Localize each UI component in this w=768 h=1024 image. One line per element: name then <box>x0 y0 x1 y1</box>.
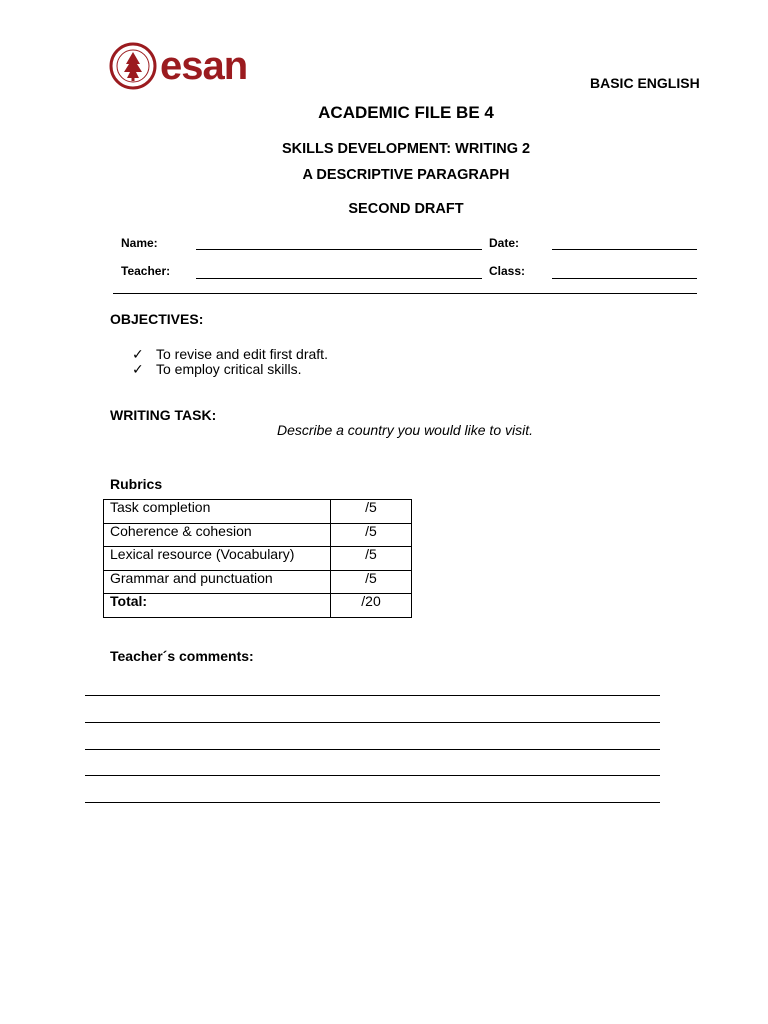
check-icon: ✓ <box>132 361 144 377</box>
class-label: Class: <box>489 264 526 278</box>
comment-line[interactable] <box>85 695 660 696</box>
criterion-cell: Task completion <box>104 500 331 524</box>
date-field[interactable] <box>552 249 697 250</box>
criterion-cell: Grammar and punctuation <box>104 570 331 594</box>
criterion-cell-total: Total: <box>104 594 331 618</box>
name-field[interactable] <box>196 249 482 250</box>
seal-icon <box>108 42 158 90</box>
table-row <box>104 570 412 594</box>
table-row <box>104 547 412 571</box>
rubrics-heading: Rubrics <box>110 476 163 492</box>
writing-task-heading: WRITING TASK: <box>110 407 217 423</box>
course-name: BASIC ENGLISH <box>590 75 700 91</box>
table-row <box>104 594 412 618</box>
check-icon: ✓ <box>132 346 144 362</box>
rubrics-table <box>103 499 412 618</box>
score-cell: /5 <box>331 500 412 524</box>
criterion-cell: Lexical resource (Vocabulary) <box>104 547 331 571</box>
objectives-heading: OBJECTIVES: <box>110 311 204 327</box>
teacher-label: Teacher: <box>121 264 171 278</box>
comment-line[interactable] <box>85 749 660 750</box>
subtitle-draft: SECOND DRAFT <box>348 201 464 217</box>
date-label: Date: <box>489 236 520 250</box>
comments-heading: Teacher´s comments: <box>110 648 254 664</box>
comment-line[interactable] <box>85 802 660 803</box>
logo-wordmark: esan <box>160 44 248 88</box>
esan-logo <box>108 42 268 90</box>
list-item: ✓ To employ critical skills. <box>132 361 302 377</box>
table-row <box>104 523 412 547</box>
comment-line[interactable] <box>85 722 660 723</box>
writing-task-prompt: Describe a country you would like to visit. <box>277 422 533 438</box>
teacher-field[interactable] <box>196 278 482 279</box>
divider <box>113 293 697 294</box>
criterion-cell: Coherence & cohesion <box>104 523 331 547</box>
comment-line[interactable] <box>85 775 660 776</box>
list-item: ✓ To revise and edit first draft. <box>132 346 328 362</box>
score-cell-total: /20 <box>331 594 412 618</box>
page-title: ACADEMIC FILE BE 4 <box>318 103 494 122</box>
score-cell: /5 <box>331 570 412 594</box>
score-cell: /5 <box>331 523 412 547</box>
class-field[interactable] <box>552 278 697 279</box>
name-label: Name: <box>121 236 158 250</box>
subtitle-paragraph: A DESCRIPTIVE PARAGRAPH <box>302 167 510 183</box>
table-row <box>104 500 412 524</box>
score-cell: /5 <box>331 547 412 571</box>
subtitle-skills: SKILLS DEVELOPMENT: WRITING 2 <box>281 141 531 157</box>
